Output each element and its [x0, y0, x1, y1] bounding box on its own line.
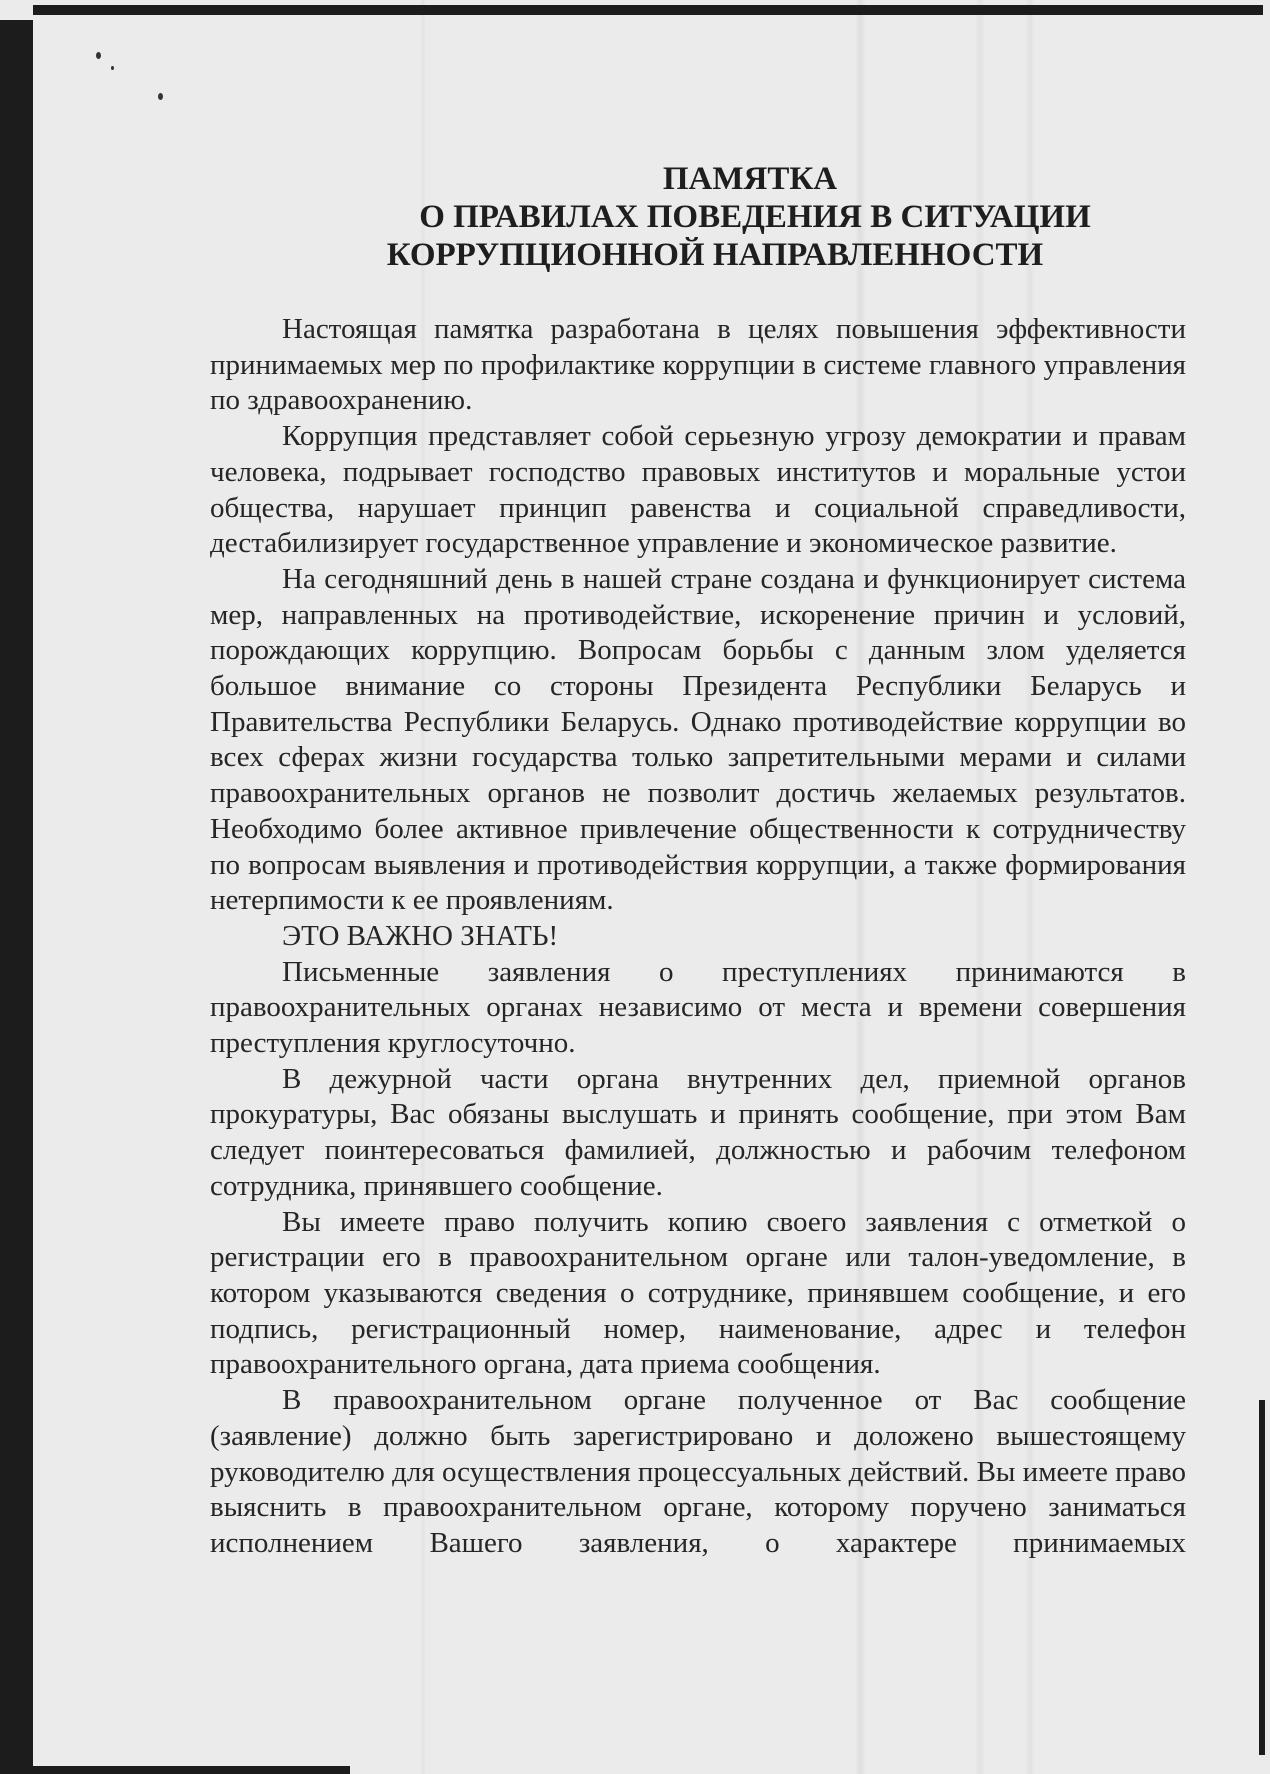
scan-border-right	[1259, 1400, 1265, 1755]
paragraph-intro: Настоящая памятка разработана в целях повышения эффективности принимаемых мер по профилактике коррупции в системе главного управления по здравоохранению.	[210, 313, 1186, 417]
title-line: О ПРАВИЛАХ ПОВЕДЕНИЯ В СИТУАЦИИ	[419, 199, 1091, 235]
punch-hole-mark	[111, 66, 114, 70]
title-line: КОРРУПЦИОННОЙ НАПРАВЛЕННОСТИ	[386, 237, 1044, 273]
paragraph-registration: В правоохранительном органе полученное от Вас сообщение (заявление) должно быть зарегистрировано и доложено вышестоящему руководителю для осуществления процессуальных действий. Вы имеете право выяснить в правоохранительном органе, которому поручено заниматься исполнением Вашего заявления, о характере принимаемых	[210, 1384, 1186, 1559]
paragraph-written-statements: Письменные заявления о преступлениях принимаются в правоохранительных органах независимо от места и времени совершения преступления круглосуточно.	[210, 955, 1186, 1060]
punch-hole-mark	[96, 52, 101, 59]
paragraph-copy-right: Вы имеете право получить копию своего заявления с отметкой о регистрации его в правоохранительном органе или талон-уведомление, в котором указываются сведения о сотруднике, принявшем сообщение, и его подпись, регистрационный номер, наименование, адрес и телефон правоохранительного органа, дата приема сообщения.	[210, 1205, 1186, 1381]
punch-hole-mark	[158, 93, 163, 100]
paragraph-corruption-threat: Коррупция представляет собой серьезную угрозу демократии и правам человека, подрывает господство правовых институтов и моральные устои общества, нарушает принцип равенства и социальной справедливости, дестабилизирует государственное управление и экономическое развитие.	[210, 420, 1186, 560]
document-body	[210, 312, 1186, 1562]
paragraph-measures: На сегодняшний день в нашей стране создана и функционирует система мер, направленных на противодействие, искоренение причин и условий, порождающих коррупцию. Вопросам борьбы с данным злом уделяется большое внимание со стороны Президента Республики Беларусь и Правительства Республики Беларусь. Однако противодействие коррупции во всех сферах жизни государства только запретительными мерами и силами правоохранительных органов не позволит достичь желаемых результатов. Необходимо более активное привлечение общественности к сотрудничеству по вопросам выявления и противодействия коррупции, а также формирования нетерпимости к ее проявлениям.	[210, 562, 1186, 917]
section-heading-important: ЭТО ВАЖНО ЗНАТЬ!	[282, 919, 559, 952]
document-title	[300, 160, 1130, 274]
paragraph-duty-office: В дежурной части органа внутренних дел, приемной органов прокуратуры, Вас обязаны выслушать и принять сообщение, при этом Вам следует поинтересоваться фамилией, должностью и рабочим телефоном сотрудника, принявшего сообщение.	[210, 1062, 1186, 1202]
scan-border-bottom	[30, 1766, 350, 1774]
title-line: ПАМЯТКА	[662, 161, 838, 197]
scan-border-left	[0, 20, 33, 1774]
scan-border-top	[33, 5, 1263, 15]
